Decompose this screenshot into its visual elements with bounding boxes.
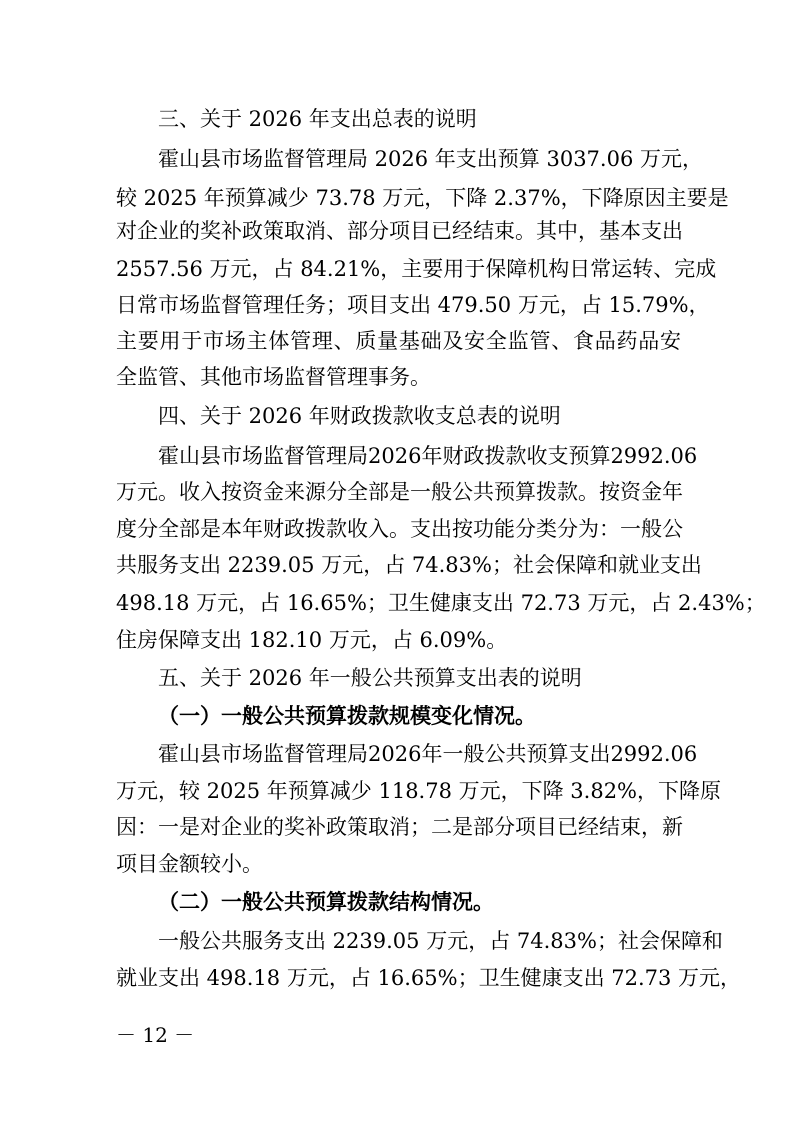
section3-line-5: 日常市场监督管理任务；项目支出 479.50 万元，占 15.79%，: [116, 293, 710, 317]
section3-line-1: 霍山县市场监督管理局 2026 年支出预算 3037.06 万元，: [158, 147, 703, 171]
section4-line-3: 度分全部是本年财政拨款收入。支出按功能分类分为：一般公: [116, 517, 683, 541]
section3-line-2: 较 2025 年预算减少 73.78 万元，下降 2.37%，下降原因主要是: [116, 186, 729, 210]
section5-heading: 五、关于 2026 年一般公共预算支出表的说明: [158, 666, 582, 690]
section5-sub1-line-1: 霍山县市场监督管理局2026年一般公共预算支出2992.06: [158, 742, 698, 766]
section3-heading: 三、关于 2026 年支出总表的说明: [158, 107, 477, 131]
section5-sub2-line-1: 一般公共服务支出 2239.05 万元，占 74.83%；社会保障和: [158, 929, 723, 953]
section5-sub1-line-3: 因：一是对企业的奖补政策取消；二是部分项目已经结束，新: [116, 815, 683, 839]
section3-line-6: 主要用于市场主体管理、质量基础及安全监管、食品药品安: [116, 329, 681, 353]
section5-sub1-line-2: 万元，较 2025 年预算减少 118.78 万元，下降 3.82%，下降原: [116, 779, 722, 803]
section5-sub2-line-2: 就业支出 498.18 万元，占 16.65%；卫生健康支出 72.73 万元，: [116, 966, 742, 990]
section5-sub2-heading: （二）一般公共预算拨款结构情况。: [158, 889, 494, 914]
section3-line-7: 全监管、其他市场监督管理事务。: [116, 365, 431, 389]
section4-line-5: 498.18 万元，占 16.65%；卫生健康支出 72.73 万元，占 2.43%；: [116, 591, 766, 615]
section5-sub1-heading: （一）一般公共预算拨款规模变化情况。: [158, 703, 536, 728]
section4-line-1: 霍山县市场监督管理局2026年财政拨款收支预算2992.06: [158, 444, 698, 468]
page-number: － 12 －: [116, 1023, 195, 1047]
section3-line-3: 对企业的奖补政策取消、部分项目已经结束。其中，基本支出: [116, 219, 683, 243]
section3-line-4: 2557.56 万元，占 84.21%，主要用于保障机构日常运转、完成: [116, 257, 717, 281]
section4-line-2: 万元。收入按资金来源分全部是一般公共预算拨款。按资金年: [116, 480, 683, 504]
section4-line-6: 住房保障支出 182.10 万元，占 6.09%。: [116, 628, 508, 652]
section4-line-4: 共服务支出 2239.05 万元，占 74.83%；社会保障和就业支出: [116, 553, 702, 577]
section4-heading: 四、关于 2026 年财政拨款收支总表的说明: [158, 404, 561, 428]
section5-sub1-line-4: 项目金额较小。: [116, 852, 263, 876]
